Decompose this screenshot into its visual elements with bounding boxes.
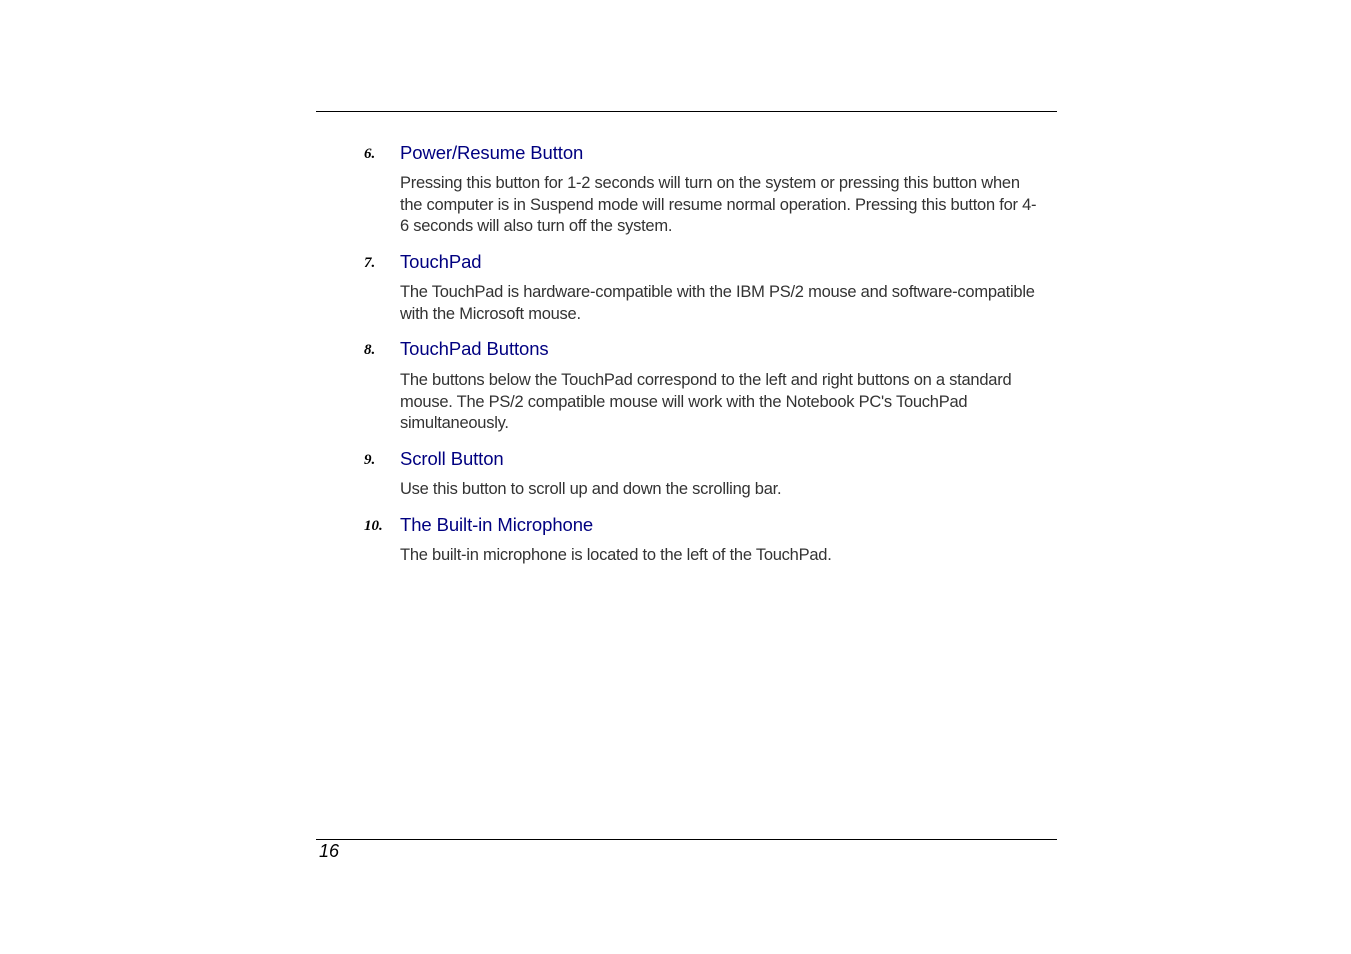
item-heading: The Built-in Microphone [400, 514, 594, 535]
item-description: Pressing this button for 1-2 seconds will turn on the system or pressing this button when the computer is in Suspend mode will resume normal operation. Pressing this button for 4-6 seconds will also turn off the system. [400, 174, 1037, 235]
item-number: 10. [364, 518, 383, 534]
footer-rule [316, 839, 1057, 840]
item-description: Use this button to scroll up and down the scrolling bar. [400, 480, 782, 498]
item-description: The buttons below the TouchPad correspond to the left and right buttons on a standard mouse. The PS/2 compatible mouse will work with the Notebook PC's TouchPad simultaneously. [400, 371, 1012, 432]
item-heading: Scroll Button [400, 448, 504, 469]
item-heading: TouchPad [400, 251, 482, 272]
item-description: The TouchPad is hardware-compatible with the IBM PS/2 mouse and software-compatible with the Microsoft mouse. [400, 283, 1035, 323]
item-number: 8. [364, 342, 376, 358]
header-rule [316, 111, 1057, 112]
item-heading: TouchPad Buttons [400, 338, 549, 359]
item-number: 9. [364, 452, 376, 468]
item-number: 6. [364, 146, 376, 162]
item-number: 7. [364, 255, 376, 271]
item-heading: Power/Resume Button [400, 142, 584, 163]
page-number: 16 [319, 841, 340, 861]
item-description: The built-in microphone is located to the left of the TouchPad. [400, 546, 832, 564]
